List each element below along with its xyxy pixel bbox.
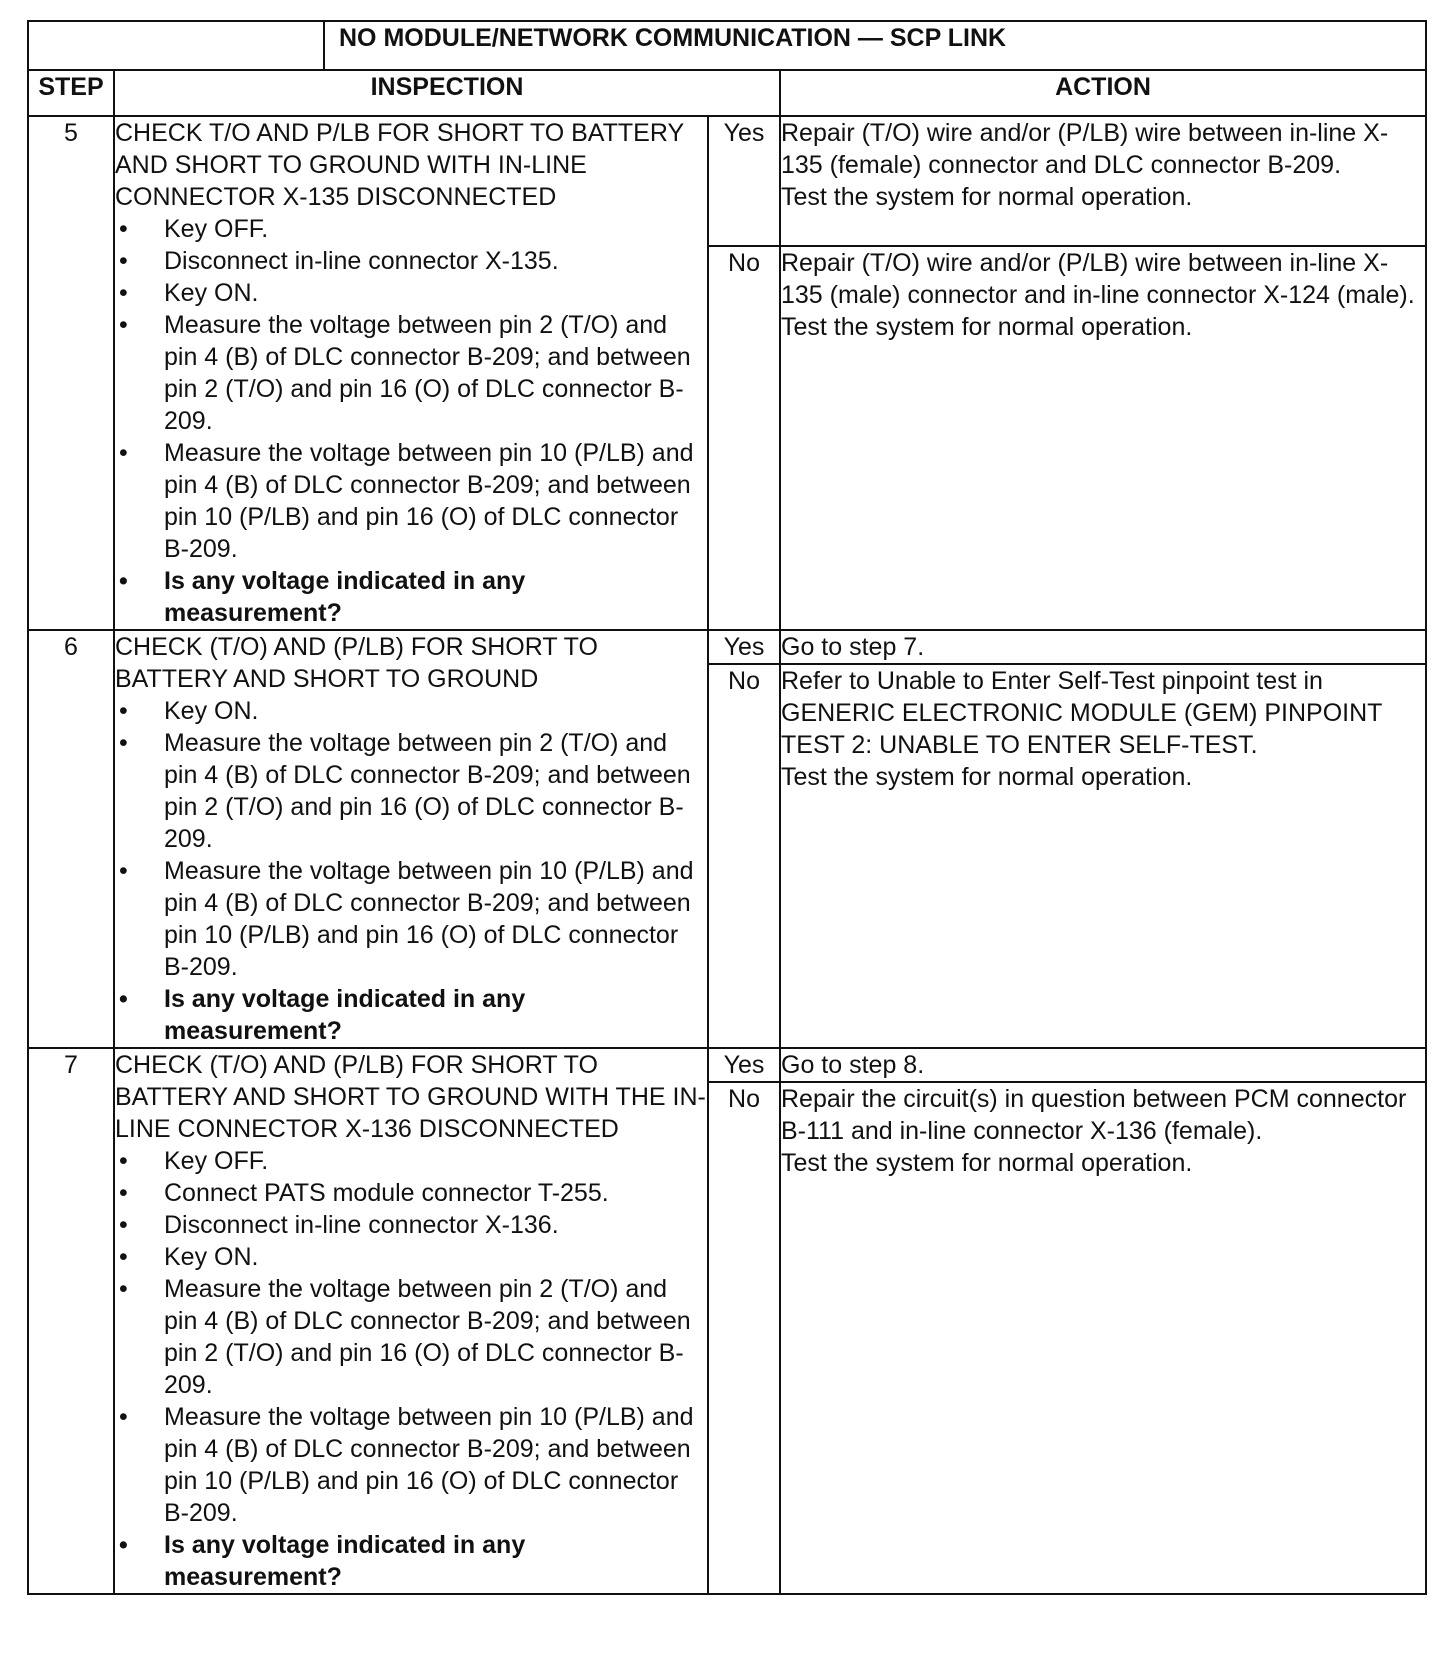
table-title: NO MODULE/NETWORK COMMUNICATION — SCP LINK — [339, 24, 1007, 52]
bullet-icon: • — [119, 857, 128, 885]
title-row — [28, 21, 1426, 70]
bullet-icon: • — [119, 1243, 128, 1271]
yes-label: Yes — [708, 116, 780, 246]
header-row — [28, 70, 1426, 116]
bullet-text: Measure the voltage between pin 10 (P/LB) and pin 4 (B) of DLC connector B-209; and between pin 10 (P/LB) and pin 16 (O) of DLC connector B-209. — [164, 439, 694, 563]
step-number: 6 — [28, 630, 114, 1048]
bullet-text: Disconnect in-line connector X-136. — [164, 1211, 559, 1239]
bullet-text: Measure the voltage between pin 2 (T/O) and pin 4 (B) of DLC connector B-209; and between pin 2 (T/O) and pin 16 (O) of DLC connector B-209. — [164, 1275, 691, 1399]
bullet-icon: • — [119, 279, 128, 307]
header-action: ACTION — [780, 70, 1426, 116]
bullet-icon: • — [119, 1211, 128, 1239]
bullet-text: Measure the voltage between pin 10 (P/LB) and pin 4 (B) of DLC connector B-209; and between pin 10 (P/LB) and pin 16 (O) of DLC connector B-209. — [164, 857, 694, 981]
header-inspection: INSPECTION — [114, 70, 780, 116]
inspection-bullets — [115, 1145, 707, 1593]
bullet-question — [115, 1529, 707, 1593]
bullet-icon: • — [119, 1147, 128, 1175]
bullet-icon: • — [119, 567, 128, 595]
action-text: Repair (T/O) wire and/or (P/LB) wire between in-line X-135 (male) connector and in-line connector X-124 (male). — [781, 249, 1415, 309]
bullet-item — [115, 213, 707, 245]
action-text: Go to step 7. — [781, 633, 925, 661]
question-text: Is any voltage indicated in any measurement? — [164, 1531, 526, 1591]
bullet-question — [115, 983, 707, 1047]
step-7-yes-row — [28, 1048, 1426, 1082]
yes-label: Yes — [708, 1048, 780, 1082]
action-text: Repair the circuit(s) in question between PCM connector B-111 and in-line connector X-136 (female). — [781, 1085, 1407, 1145]
header-step: STEP — [28, 70, 114, 116]
bullet-text: Measure the voltage between pin 10 (P/LB) and pin 4 (B) of DLC connector B-209; and between pin 10 (P/LB) and pin 16 (O) of DLC connector B-209. — [164, 1403, 694, 1527]
inspection-cell — [114, 116, 708, 630]
action-text: Repair (T/O) wire and/or (P/LB) wire between in-line X-135 (female) connector and DLC connector B-209. — [781, 119, 1389, 179]
bullet-icon: • — [119, 1403, 128, 1431]
action-text: Test the system for normal operation. — [781, 183, 1193, 211]
bullet-icon: • — [119, 1531, 128, 1559]
bullet-item — [115, 727, 707, 855]
bullet-text: Key ON. — [164, 1243, 259, 1271]
bullet-icon: • — [119, 439, 128, 467]
bullet-item — [115, 309, 707, 437]
bullet-icon: • — [119, 729, 128, 757]
step-number: 7 — [28, 1048, 114, 1594]
yes-action-cell — [780, 116, 1426, 246]
bullet-icon: • — [119, 697, 128, 725]
step-5-yes-row — [28, 116, 1426, 246]
bullet-text: Measure the voltage between pin 2 (T/O) and pin 4 (B) of DLC connector B-209; and between pin 2 (T/O) and pin 16 (O) of DLC connector B-209. — [164, 311, 691, 435]
bullet-item — [115, 277, 707, 309]
title-cell — [324, 21, 1426, 70]
bullet-icon: • — [119, 1179, 128, 1207]
bullet-item — [115, 1401, 707, 1529]
bullet-text: Key ON. — [164, 279, 259, 307]
bullet-icon: • — [119, 985, 128, 1013]
inspection-title: CHECK T/O AND P/LB FOR SHORT TO BATTERY AND SHORT TO GROUND WITH IN-LINE CONNECTOR X-135 DISCONNECTED — [115, 119, 684, 211]
bullet-item — [115, 1145, 707, 1177]
action-text: Test the system for normal operation. — [781, 313, 1193, 341]
bullet-item — [115, 855, 707, 983]
bullet-item — [115, 1209, 707, 1241]
yes-action-cell — [780, 1048, 1426, 1082]
bullet-icon: • — [119, 215, 128, 243]
no-label: No — [708, 664, 780, 1048]
inspection-title: CHECK (T/O) AND (P/LB) FOR SHORT TO BATTERY AND SHORT TO GROUND — [115, 633, 598, 693]
action-text: Test the system for normal operation. — [781, 1149, 1193, 1177]
bullet-item — [115, 245, 707, 277]
bullet-text: Key OFF. — [164, 1147, 269, 1175]
action-text: Go to step 8. — [781, 1051, 925, 1079]
bullet-item — [115, 695, 707, 727]
action-text: Test the system for normal operation. — [781, 763, 1193, 791]
inspection-title: CHECK (T/O) AND (P/LB) FOR SHORT TO BATTERY AND SHORT TO GROUND WITH THE IN-LINE CONNECTOR X-136 DISCONNECTED — [115, 1051, 706, 1143]
question-text: Is any voltage indicated in any measurement? — [164, 567, 526, 627]
title-blank-cell — [28, 21, 324, 70]
inspection-bullets — [115, 213, 707, 629]
step-number: 5 — [28, 116, 114, 630]
diagnostic-table — [27, 20, 1427, 1595]
question-text: Is any voltage indicated in any measurement? — [164, 985, 526, 1045]
bullet-question — [115, 565, 707, 629]
bullet-text: Connect PATS module connector T-255. — [164, 1179, 609, 1207]
yes-label: Yes — [708, 630, 780, 664]
bullet-icon: • — [119, 247, 128, 275]
step-6-yes-row — [28, 630, 1426, 664]
yes-action-cell — [780, 630, 1426, 664]
inspection-cell — [114, 630, 708, 1048]
no-label: No — [708, 1082, 780, 1594]
bullet-item — [115, 1177, 707, 1209]
inspection-cell — [114, 1048, 708, 1594]
bullet-text: Measure the voltage between pin 2 (T/O) and pin 4 (B) of DLC connector B-209; and between pin 2 (T/O) and pin 16 (O) of DLC connector B-209. — [164, 729, 691, 853]
no-label: No — [708, 246, 780, 630]
bullet-text: Disconnect in-line connector X-135. — [164, 247, 559, 275]
inspection-bullets — [115, 695, 707, 1047]
bullet-item — [115, 437, 707, 565]
bullet-text: Key ON. — [164, 697, 259, 725]
no-action-cell — [780, 1082, 1426, 1594]
no-action-cell — [780, 664, 1426, 1048]
no-action-cell — [780, 246, 1426, 630]
bullet-item — [115, 1273, 707, 1401]
action-text: Refer to Unable to Enter Self-Test pinpoint test in GENERIC ELECTRONIC MODULE (GEM) PINPOINT TEST 2: UNABLE TO ENTER SELF-TEST. — [781, 667, 1382, 759]
bullet-icon: • — [119, 311, 128, 339]
bullet-item — [115, 1241, 707, 1273]
bullet-text: Key OFF. — [164, 215, 269, 243]
bullet-icon: • — [119, 1275, 128, 1303]
